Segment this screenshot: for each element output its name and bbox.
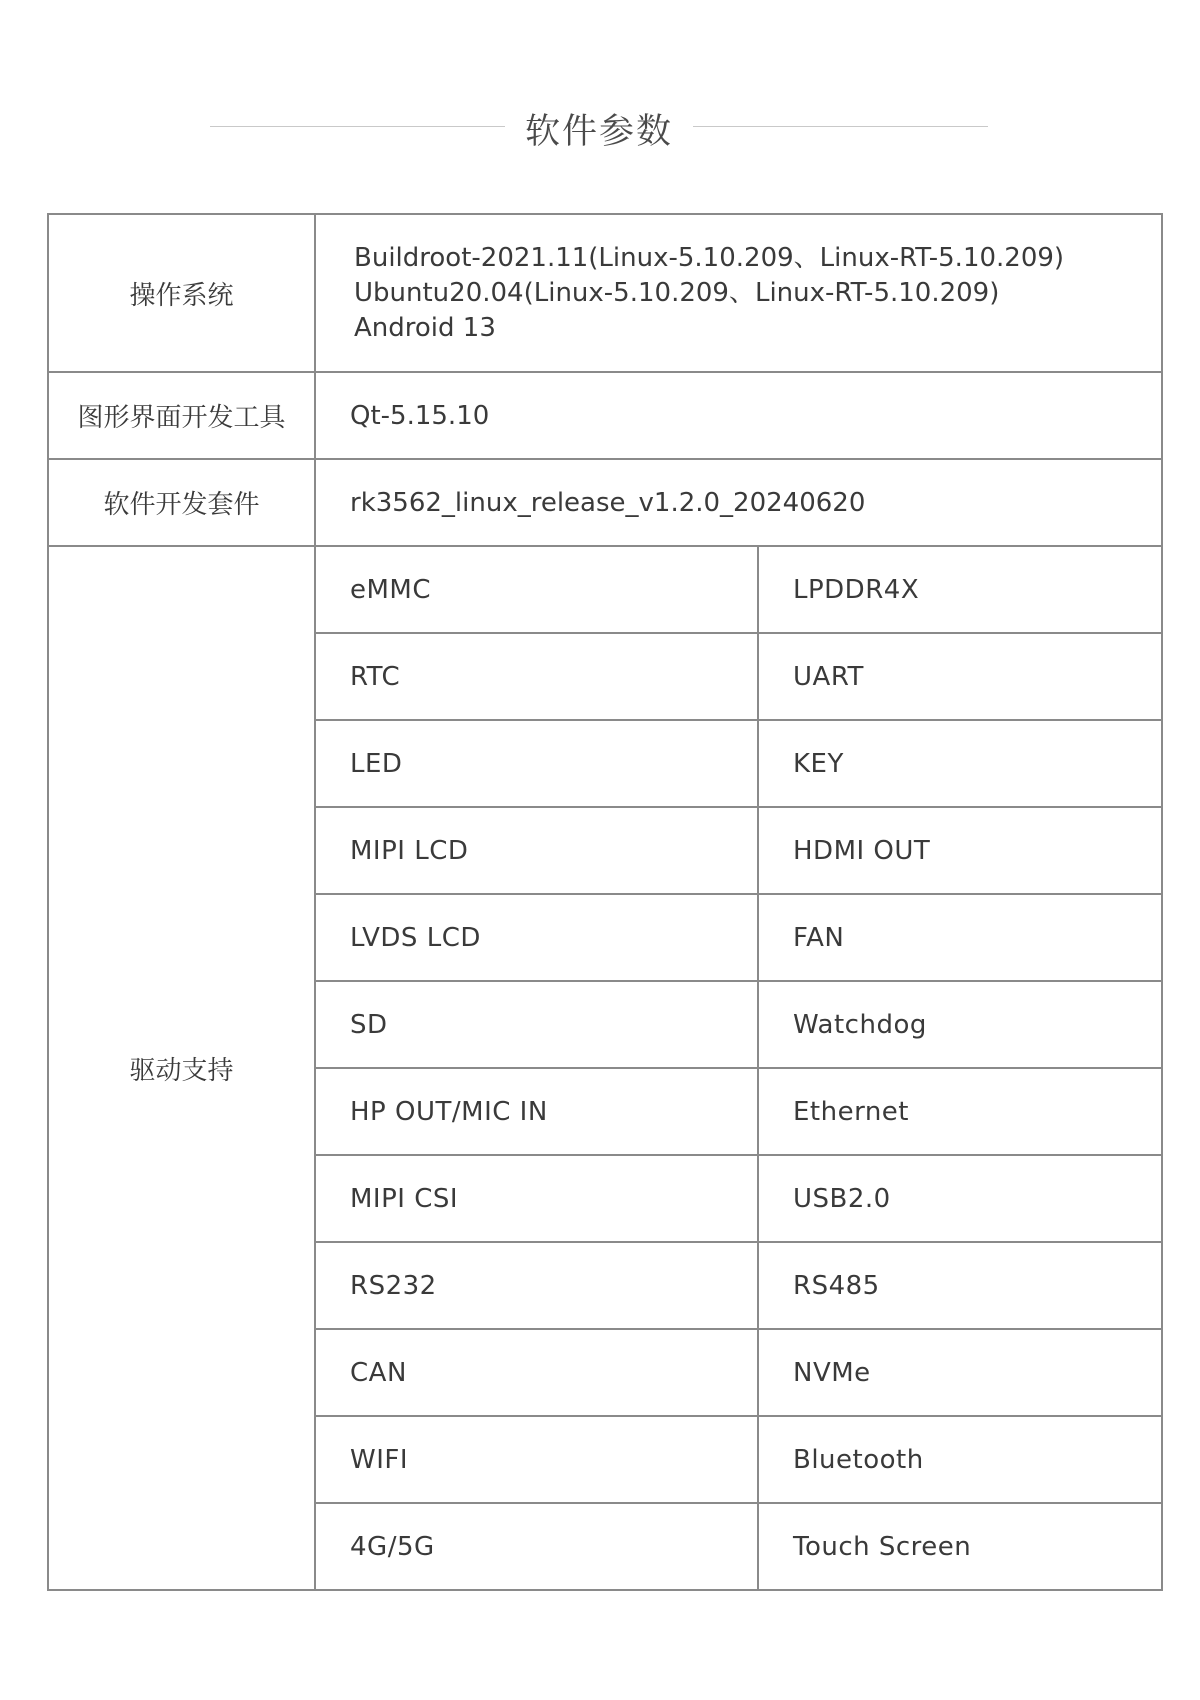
driver-item: HP OUT/MIC IN — [315, 1068, 758, 1155]
driver-item: Ethernet — [758, 1068, 1162, 1155]
driver-item: UART — [758, 633, 1162, 720]
heading-divider-right — [693, 126, 988, 127]
table-row — [48, 546, 1162, 633]
driver-item: LVDS LCD — [315, 894, 758, 981]
driver-item: LPDDR4X — [758, 546, 1162, 633]
driver-item: SD — [315, 981, 758, 1068]
sdk-value: rk3562_linux_release_v1.2.0_20240620 — [315, 459, 1162, 546]
driver-item: 4G/5G — [315, 1503, 758, 1590]
table-row-os — [48, 214, 1162, 372]
section-heading — [0, 98, 1200, 158]
driver-item: NVMe — [758, 1329, 1162, 1416]
os-label: 操作系统 — [48, 214, 315, 372]
driver-item: Touch Screen — [758, 1503, 1162, 1590]
driver-item: WIFI — [315, 1416, 758, 1503]
drivers-label: 驱动支持 — [48, 546, 315, 1590]
driver-item: USB2.0 — [758, 1155, 1162, 1242]
driver-item: FAN — [758, 894, 1162, 981]
table-row-sdk — [48, 459, 1162, 546]
heading-divider-left — [210, 126, 505, 127]
driver-item: Watchdog — [758, 981, 1162, 1068]
sdk-label: 软件开发套件 — [48, 459, 315, 546]
driver-item: HDMI OUT — [758, 807, 1162, 894]
driver-item: eMMC — [315, 546, 758, 633]
driver-item: CAN — [315, 1329, 758, 1416]
driver-item: RS232 — [315, 1242, 758, 1329]
table-row-gui — [48, 372, 1162, 459]
os-value-line: Android 13 — [354, 312, 496, 343]
driver-item: RTC — [315, 633, 758, 720]
driver-item: MIPI CSI — [315, 1155, 758, 1242]
driver-item: MIPI LCD — [315, 807, 758, 894]
driver-item: RS485 — [758, 1242, 1162, 1329]
driver-item: LED — [315, 720, 758, 807]
gui-value: Qt-5.15.10 — [315, 372, 1162, 459]
driver-item: KEY — [758, 720, 1162, 807]
os-value-line: Ubuntu20.04(Linux-5.10.209、Linux-RT-5.10.209) — [354, 277, 1000, 308]
os-value-line: Buildroot-2021.11(Linux-5.10.209、Linux-RT-5.10.209) — [354, 242, 1065, 273]
driver-item: Bluetooth — [758, 1416, 1162, 1503]
os-value — [315, 214, 1162, 372]
gui-label: 图形界面开发工具 — [48, 372, 315, 459]
section-title: 软件参数 — [524, 112, 673, 152]
software-spec-table — [47, 213, 1163, 1591]
